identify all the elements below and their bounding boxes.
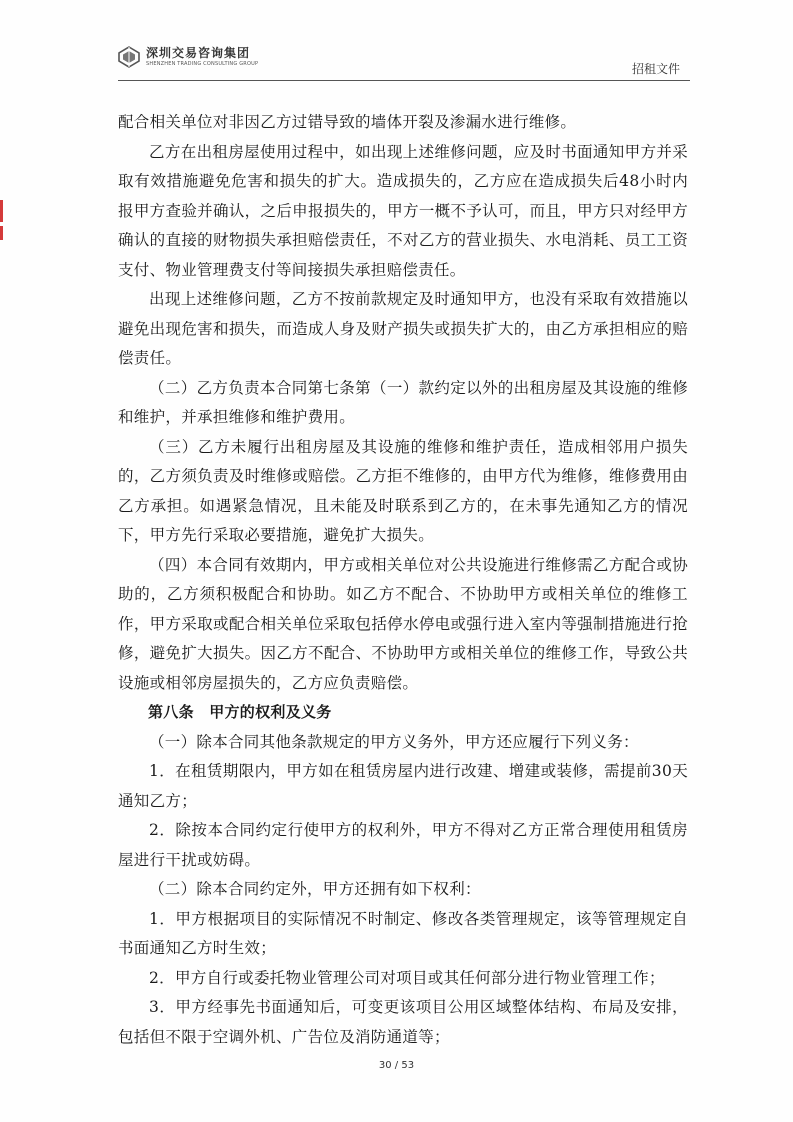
paragraph: （一）除本合同其他条款规定的甲方义务外，甲方还应履行下列义务： (149, 732, 639, 751)
company-name-en: SHENZHEN TRADING CONSULTING GROUP (146, 61, 259, 67)
company-name-cn: 深圳交易咨询集团 (146, 46, 251, 60)
paragraph: 配合相关单位对非因乙方过错导致的墙体开裂及渗漏水进行维修。 (118, 113, 577, 131)
page-number: 30 / 53 (378, 1060, 415, 1071)
page-header (118, 40, 690, 86)
paragraph: 2．除按本合同约定行使甲方的权利外，甲方不得对乙方正常合理使用租赁房屋进行干扰或妨碍。 (118, 821, 688, 869)
paragraph: 3．甲方经事先书面通知后，可变更该项目公用区域整体结构、布局及安排，包括但不限于空调外机、广告位及消防通道等； (118, 998, 688, 1046)
header-divider (118, 80, 690, 81)
company-logo-icon (118, 46, 140, 68)
company-logo (118, 42, 258, 72)
edge-mark (0, 226, 3, 240)
paragraph: （二）乙方负责本合同第七条第（一）款约定以外的出租房屋及其设施的维修和维护，并承担维修和维护费用。 (118, 378, 688, 426)
paragraph: 1．甲方根据项目的实际情况不时制定、修改各类管理规定，该等管理规定自书面通知乙方时生效； (118, 909, 688, 957)
paragraph: （四）本合同有效期内，甲方或相关单位对公共设施进行维修需乙方配合或协助的，乙方须积极配合和协助。如乙方不配合、不协助甲方或相关单位的维修工作，甲方采取或配合相关单位采取包括停水停电或强行进入室内等强制措施进行抢修，避免扩大损失。因乙方不配合、不协助甲方或相关单位的维修工作，导致公共设施或相邻房屋损失的，乙方应负责赔偿。 (118, 555, 688, 692)
clause-heading: 第八条 甲方的权利及义务 (148, 703, 332, 721)
paragraph: （三）乙方未履行出租房屋及其设施的维修和维护责任，造成相邻用户损失的，乙方须负责及时维修或赔偿。乙方拒不维修的，由甲方代为维修，维修费用由乙方承担。如遇紧急情况，且未能及时联系到乙方的，在未事先通知乙方的情况下，甲方先行采取必要措施，避免扩大损失。 (118, 437, 688, 544)
paragraph: 1．在租赁期限内，甲方如在租赁房屋内进行改建、增建或装修，需提前30天通知乙方； (118, 762, 688, 810)
paragraph: （二）除本合同约定外，甲方还拥有如下权利： (149, 880, 481, 898)
paragraph: 乙方在出租房屋使用过程中，如出现上述维修问题，应及时书面通知甲方并采取有效措施避免危害和损失的扩大。造成损失的，乙方应在造成损失后48小时内报甲方查验并确认，之后申报损失的，甲方一概不予认可，而且，甲方只对经甲方确认的直接的财物损失承担赔偿责任，不对乙方的营业损失、水电消耗、员工工资支付、物业管理费支付等间接损失承担赔偿责任。 (118, 142, 688, 279)
paragraph: 2．甲方自行或委托物业管理公司对项目或其任何部分进行物业管理工作； (149, 968, 665, 987)
edge-mark (0, 200, 3, 222)
paragraph: 出现上述维修问题，乙方不按前款规定及时通知甲方，也没有采取有效措施以避免出现危害和损失，而造成人身及财产损失或损失扩大的，由乙方承担相应的赔偿责任。 (118, 290, 688, 367)
document-type-label: 招租文件 (631, 62, 680, 76)
document-body (118, 108, 688, 1052)
